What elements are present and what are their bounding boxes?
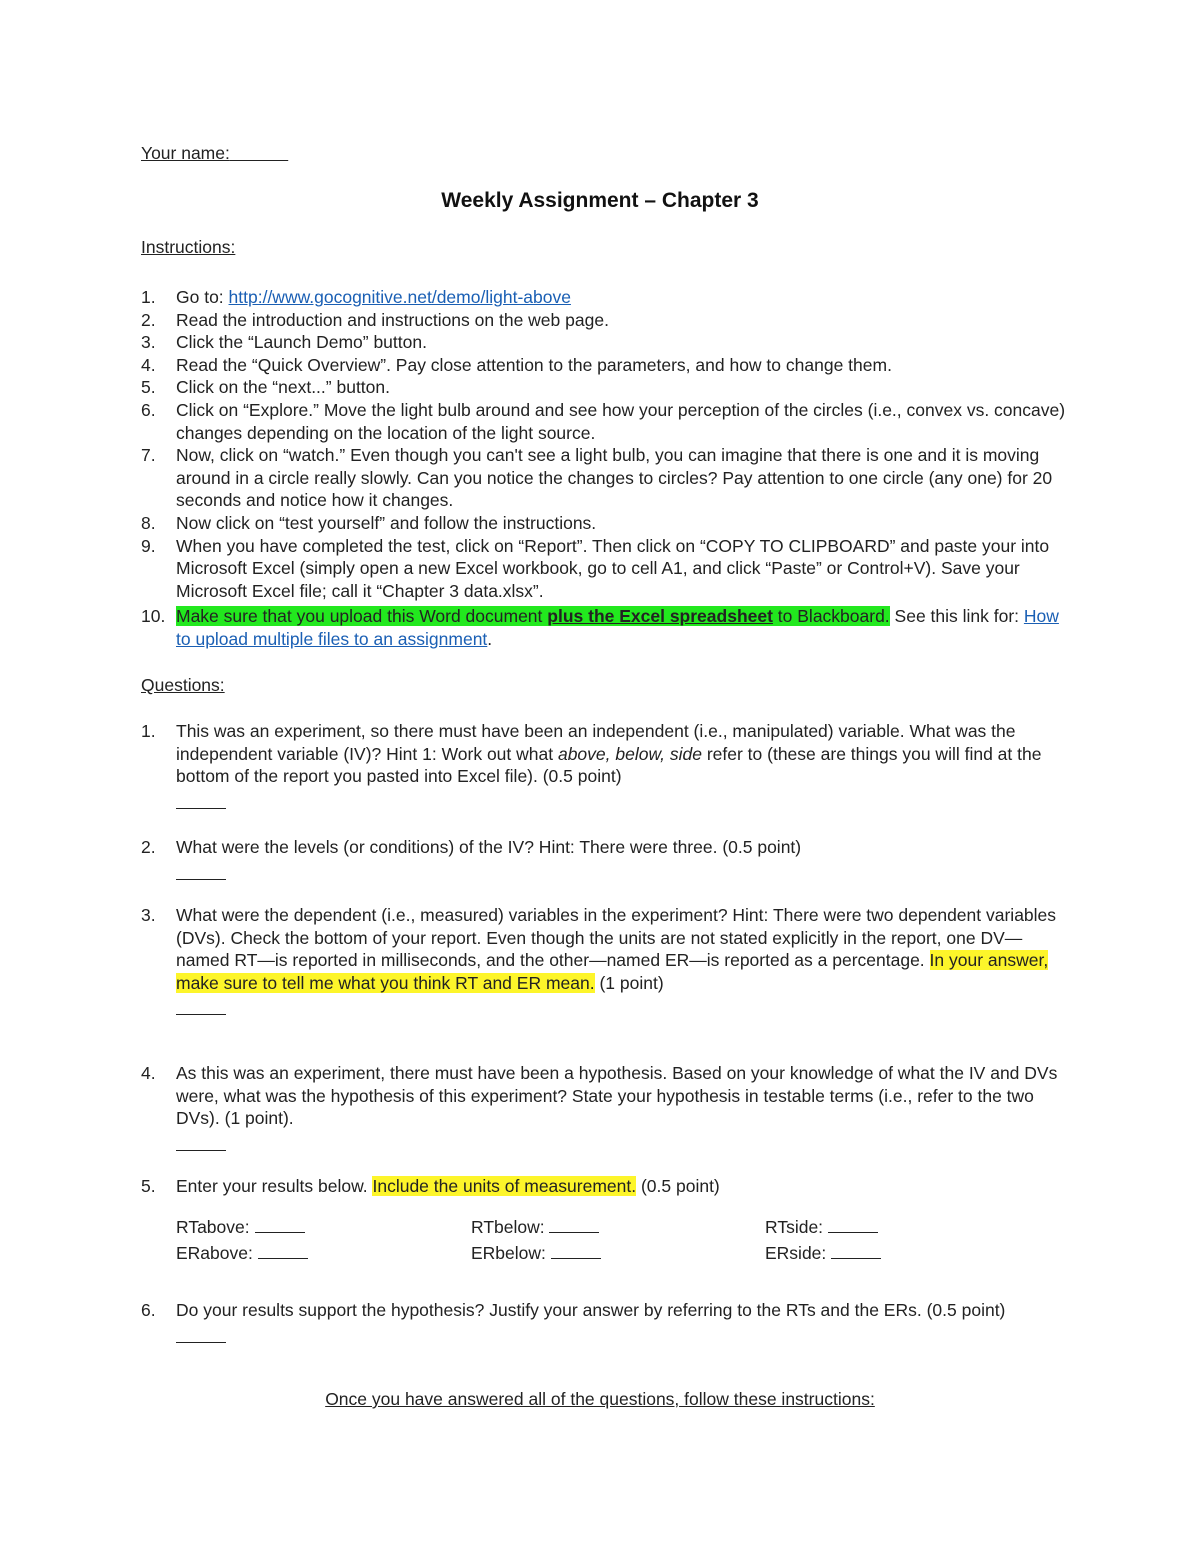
name-line bbox=[141, 142, 1066, 165]
question-item bbox=[141, 1062, 1066, 1150]
instruction-item bbox=[141, 309, 1066, 332]
instruction-item bbox=[141, 331, 1066, 354]
item-text: Read the “Quick Overview”. Pay close attention to the parameters, and how to change them. bbox=[176, 354, 892, 375]
item-number: 3. bbox=[141, 332, 156, 353]
highlight-units-note: Include the units of measurement. bbox=[372, 1176, 637, 1196]
rt-side-label: RTside: bbox=[765, 1216, 824, 1237]
er-above-label: ERabove: bbox=[176, 1242, 253, 1263]
question-list bbox=[141, 904, 1066, 1014]
question-1 bbox=[141, 720, 1066, 808]
instructions-heading bbox=[141, 236, 1066, 259]
question-text-b: refer to (these are things you will find at the bottom of the report you pasted into Excel file). (0.5 point) bbox=[176, 743, 1042, 787]
closing-instruction-text: Once you have answered all of the questions, follow these instructions: bbox=[325, 1389, 875, 1409]
question-text: What were the levels (or conditions) of the IV? Hint: There were three. (0.5 point) bbox=[176, 837, 802, 857]
item-number: 7. bbox=[141, 445, 156, 466]
item-number: 1. bbox=[141, 287, 156, 307]
instruction-item bbox=[141, 376, 1066, 399]
question-list bbox=[141, 720, 1066, 808]
instruction-item bbox=[141, 354, 1066, 377]
questions-heading bbox=[141, 674, 1066, 697]
item-number: 9. bbox=[141, 535, 156, 556]
rt-below-field[interactable] bbox=[471, 1214, 599, 1240]
question-4 bbox=[141, 1062, 1066, 1150]
answer-blank[interactable] bbox=[176, 994, 1066, 1014]
answer-blank[interactable] bbox=[176, 1322, 1066, 1342]
item-number: 8. bbox=[141, 512, 156, 533]
instruction-item bbox=[141, 399, 1066, 444]
answer-blank[interactable] bbox=[176, 859, 1066, 879]
question-text-b: (0.5 point) bbox=[636, 1176, 720, 1196]
upload-help-link[interactable]: How to upload multiple files to an assignment bbox=[176, 606, 1059, 649]
item-text: Click on the “next...” button. bbox=[176, 377, 390, 398]
questions-heading-text: Questions: bbox=[141, 675, 225, 695]
instruction-item bbox=[141, 605, 1066, 650]
results-grid bbox=[176, 1208, 1066, 1264]
question-item bbox=[141, 836, 1066, 879]
question-number: 1. bbox=[141, 721, 156, 741]
instructions-list-wrap bbox=[141, 286, 1066, 651]
upload-note-b: to Blackboard. bbox=[772, 606, 890, 627]
question-text: What were the dependent (i.e., measured) variables in the experiment? Hint: There were two dependent variables (DVs). Check the bottom of your report. Even though the units are not stated explicitly in the report, one DV—named RT—is reported in milliseconds, and the other—named ER—is reported as a percentage. bbox=[176, 905, 1057, 971]
item-text: Read the introduction and instructions on the web page. bbox=[176, 309, 609, 330]
rt-above-label: RTabove: bbox=[176, 1216, 250, 1237]
question-number: 3. bbox=[141, 905, 156, 925]
highlight-upload-note bbox=[176, 606, 890, 626]
question-item bbox=[141, 720, 1066, 808]
question-item bbox=[141, 1299, 1066, 1342]
question-6 bbox=[141, 1299, 1066, 1342]
question-text: Enter your results below. bbox=[176, 1176, 373, 1196]
question-text: Do your results support the hypothesis? Justify your answer by referring to the RTs and the ERs. (0.5 point) bbox=[176, 1300, 1006, 1320]
name-label: Your name: bbox=[141, 143, 230, 163]
upload-note-bold: plus the Excel spreadsheet bbox=[547, 606, 773, 627]
item-number: 2. bbox=[141, 309, 156, 330]
item-number: 4. bbox=[141, 354, 156, 375]
question-list bbox=[141, 1299, 1066, 1342]
question-list bbox=[141, 836, 1066, 879]
er-above-field[interactable] bbox=[176, 1240, 308, 1266]
page-title: Weekly Assignment – Chapter 3 bbox=[441, 189, 759, 212]
item-text: Click on “Explore.” Move the light bulb around and see how your perception of the circles (i.e., convex vs. concave) changes depending on the location of the light source. bbox=[176, 399, 1066, 443]
question-item bbox=[141, 1175, 1066, 1264]
answer-blank[interactable] bbox=[176, 788, 1066, 808]
question-italic: above, below, side bbox=[557, 743, 702, 764]
item-text: Click the “Launch Demo” button. bbox=[176, 332, 427, 353]
item-number: 5. bbox=[141, 377, 156, 398]
instructions-list bbox=[141, 286, 1066, 651]
question-text-b: (1 point) bbox=[594, 972, 664, 993]
question-2 bbox=[141, 836, 1066, 879]
question-list bbox=[141, 1175, 1066, 1264]
er-below-label: ERbelow: bbox=[471, 1242, 546, 1263]
rt-below-label: RTbelow: bbox=[471, 1216, 545, 1237]
question-number: 4. bbox=[141, 1063, 156, 1083]
highlight-rt-er-note: In your answer, make sure to tell me what you think RT and ER mean. bbox=[176, 950, 1049, 993]
question-text: As this was an experiment, there must have been a hypothesis. Based on your knowledge of what the IV and DVs were, what was the hypothesis of this experiment? State your hypothesis in testable terms (i.e., refer to the two DVs). (1 point). bbox=[176, 1063, 1058, 1129]
er-side-field[interactable] bbox=[765, 1240, 881, 1266]
rt-above-field[interactable] bbox=[176, 1214, 305, 1240]
item-text: When you have completed the test, click on “Report”. Then click on “COPY TO CLIPBOARD” and paste your into Microsoft Excel (simply open a new Excel workbook, go to cell A1, and click “Paste” or Control+V). Save your Microsoft Excel file; call it “Chapter 3 data.xlsx”. bbox=[176, 535, 1050, 601]
item-text-end: . bbox=[487, 628, 493, 649]
question-number: 6. bbox=[141, 1300, 156, 1320]
item-number: 10. bbox=[141, 606, 166, 627]
item-number: 6. bbox=[141, 399, 156, 420]
name-blank[interactable] bbox=[230, 143, 288, 163]
er-below-field[interactable] bbox=[471, 1240, 601, 1266]
instructions-heading-text: Instructions: bbox=[141, 237, 236, 257]
item-text: Now click on “test yourself” and follow the instructions. bbox=[176, 512, 597, 533]
item-text: Go to: bbox=[176, 287, 229, 307]
rt-side-field[interactable] bbox=[765, 1214, 878, 1240]
question-item bbox=[141, 904, 1066, 1014]
er-side-label: ERside: bbox=[765, 1242, 827, 1263]
question-text: This was an experiment, so there must have been an independent (i.e., manipulated) variable. What was the independent variable (IV)? Hint 1: Work out what bbox=[176, 721, 1016, 764]
instruction-item bbox=[141, 444, 1066, 512]
demo-link[interactable]: http://www.gocognitive.net/demo/light-above bbox=[228, 287, 571, 307]
question-number: 2. bbox=[141, 837, 156, 857]
upload-note-a: Make sure that you upload this Word document bbox=[176, 606, 548, 627]
question-3 bbox=[141, 904, 1066, 1014]
item-text: Now, click on “watch.” Even though you can't see a light bulb, you can imagine that there is one and it is moving around in a circle really slowly. Can you notice the changes to circles? Pay attention to one circle (any one) for 20 seconds and notice how it changes. bbox=[176, 445, 1053, 511]
instruction-item bbox=[141, 535, 1066, 603]
question-list bbox=[141, 1062, 1066, 1150]
answer-blank[interactable] bbox=[176, 1130, 1066, 1150]
closing-instruction bbox=[0, 1388, 1200, 1411]
question-number: 5. bbox=[141, 1176, 156, 1196]
instruction-item bbox=[141, 512, 1066, 535]
instruction-item bbox=[141, 286, 1066, 309]
item-text: See this link for: bbox=[889, 606, 1024, 627]
question-5 bbox=[141, 1175, 1066, 1264]
